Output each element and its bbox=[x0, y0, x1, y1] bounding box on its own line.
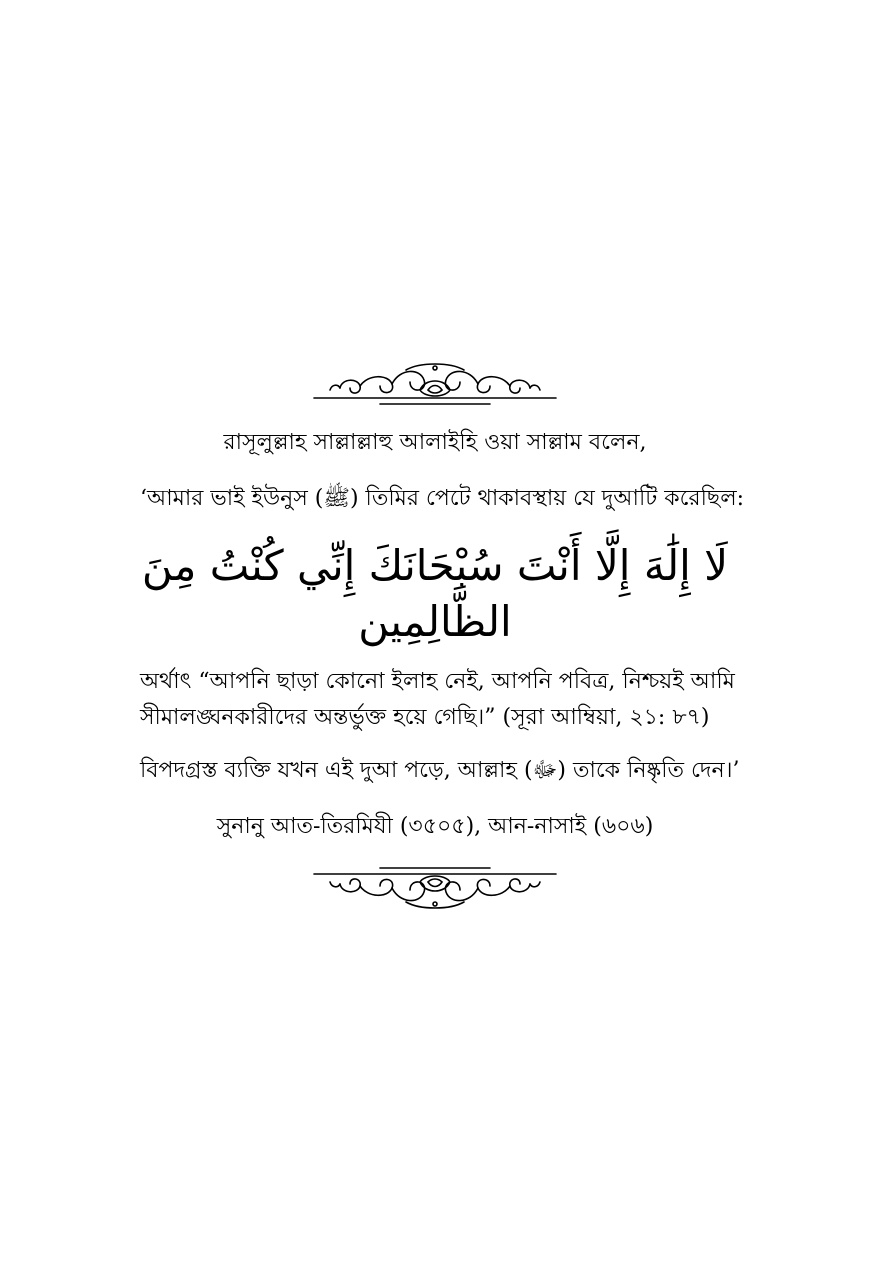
hadith-quote-open: ‘আমার ভাই ইউনুস (ﷺ) তিমির পেটে থাকাবস্থায় যে দুআটি করেছিল: bbox=[140, 486, 745, 511]
hadith-intro: রাসূলুল্লাহ সাল্লাল্লাহু আলাইহি ওয়া সাল্লাম বলেন, bbox=[223, 430, 647, 455]
arabic-dua-line-2: الظَّالِمِين bbox=[358, 597, 512, 646]
dua-meaning-line-2: সীমালঙ্ঘনকারীদের অন্তর্ভুক্ত হয়ে গেছি।” (সূরা আম্বিয়া, ২১: ৮৭) bbox=[140, 705, 710, 730]
floral-divider-icon bbox=[310, 360, 560, 410]
dua-meaning bbox=[140, 664, 735, 736]
dua-meaning-line-1: অর্থাৎ “আপনি ছাড়া কোনো ইলাহ নেই, আপনি পবিত্র, নিশ্চয়ই আমি bbox=[140, 669, 735, 694]
arabic-dua bbox=[120, 538, 750, 650]
dua-effect: বিপদগ্রস্ত ব্যক্তি যখন এই দুআ পড়ে, আল্লাহ (ﷻ) তাকে নিষ্কৃতি দেন।’ bbox=[140, 758, 740, 783]
hadith-source: সুনানু আত-তিরমিযী (৩৫০৫), আন-নাসাই (৬০৬) bbox=[216, 814, 654, 839]
floral-divider-icon bbox=[310, 862, 560, 912]
arabic-dua-line-1: لَا إِلَٰهَ إِلَّا أَنْتَ سُبْحَانَكَ إِنِّي كُنْتُ مِنَ bbox=[141, 541, 729, 590]
